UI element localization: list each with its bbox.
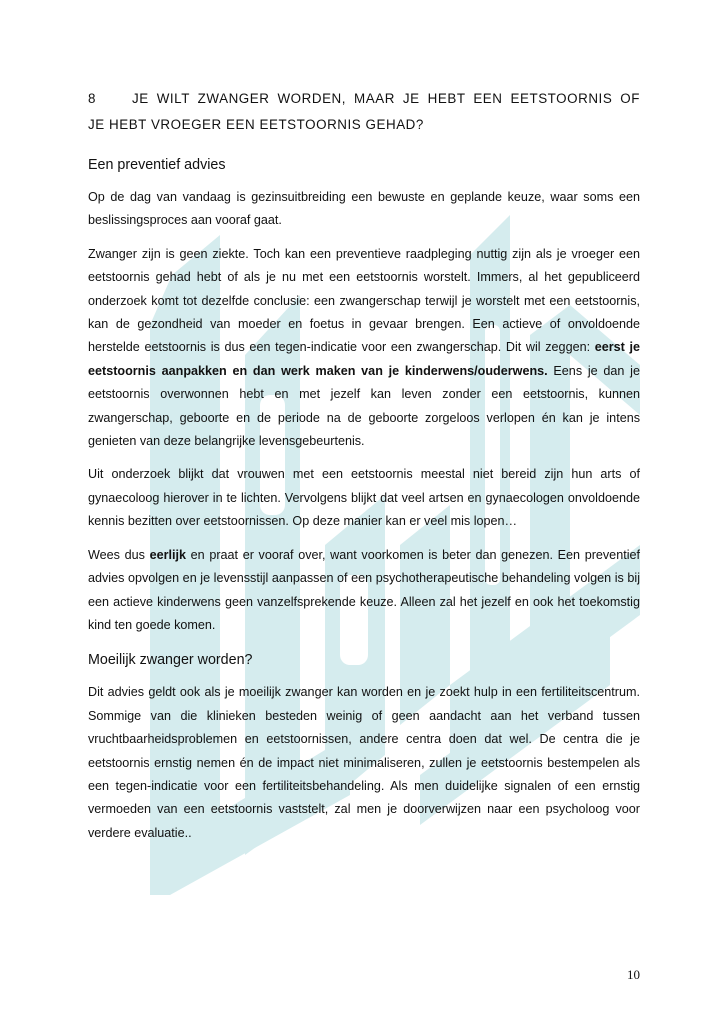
page-content bbox=[88, 86, 640, 855]
chapter-title-line2: JE HEBT VROEGER EEN EETSTOORNIS GEHAD? bbox=[88, 117, 424, 132]
chapter-title-line1 bbox=[88, 86, 640, 112]
paragraph-bold-text: eerlijk bbox=[149, 547, 187, 562]
paragraph-text: en praat er vooraf over, want voorkomen is beter dan genezen. Een preventief advies opvolgen en je levensstijl aanpassen of een psychotherapeutische behandeling volgen is bij een actieve kinderwens geen vanzelfsprekende keuze. Alleen zal het jezelf en ook het toekomstig kind ten goede komen. bbox=[88, 547, 640, 632]
paragraph-bold-text: eerst je eetstoornis aanpakken en dan werk maken van je kinderwens/ouderwens. bbox=[88, 340, 641, 378]
paragraph: Dit advies geldt ook als je moeilijk zwanger kan worden en je zoekt hulp in een fertiliteitscentrum. Sommige van die klinieken besteden weinig of geen aandacht aan het verband tussen vruchtbaarheidsproblemen en eetstoornissen, andere centra doen dat wel. De centra die je eetstoornis ernstig nemen én de impact niet minimaliseren, zullen je eetstoornis bestempelen als een tegen-indicatie voor een fertiliteitsbehandeling. Als men duidelijke signalen of een ernstig vermoeden van een eetstoornis vaststelt, zal men je doorverwijzen naar een psycholoog voor verdere evaluatie.. bbox=[88, 685, 640, 840]
paragraph bbox=[88, 544, 640, 638]
chapter-title bbox=[88, 86, 640, 138]
paragraph-text: Zwanger zijn is geen ziekte. Toch kan een preventieve raadpleging nuttig zijn als je vroeger een eetstoornis gehad hebt of als je nu met een eetstoornis worstelt. Immers, al het gepubliceerd onderzoek komt tot dezelfde conclusie: een zwangerschap terwijl je worstelt met een eetstoornis, kan de gezondheid van moeder en foetus in gevaar brengen. Een actieve of onvoldoende herstelde eetstoornis is dus een tegen-indicatie voor een zwangerschap. Dit wil zeggen: bbox=[88, 246, 640, 355]
paragraph: Op de dag van vandaag is gezinsuitbreiding een bewuste en geplande keuze, waar soms een beslissingsproces aan vooraf gaat. bbox=[88, 190, 640, 228]
chapter-title-text1: JE WILT ZWANGER WORDEN, MAAR JE HEBT EEN EETSTOORNIS OF bbox=[132, 91, 640, 106]
chapter-number: 8 bbox=[88, 91, 96, 106]
page-number: 10 bbox=[627, 967, 640, 982]
paragraph-text: Wees dus bbox=[88, 547, 150, 562]
section-heading-moeilijk: Moeilijk zwanger worden? bbox=[88, 652, 253, 669]
paragraph-text: Eens je dan je eetstoornis overwonnen hebt en met jezelf kan leven zonder een eetstoornis, kunnen zwangerschap, geboorte en de periode na de geboorte zorgeloos verlopen én kan je intens genieten van deze belangrijke levensgebeurtenis. bbox=[88, 363, 640, 449]
paragraph bbox=[88, 243, 640, 454]
paragraph: Uit onderzoek blijkt dat vrouwen met een eetstoornis meestal niet bereid zijn hun arts of gynaecoloog hierover in te lichten. Vervolgens blijkt dat veel artsen en gynaecologen onvoldoende kennis bezitten over eetstoornissen. Op deze manier kan er veel mis lopen… bbox=[88, 467, 640, 529]
section-heading-preventief: Een preventief advies bbox=[88, 157, 226, 173]
